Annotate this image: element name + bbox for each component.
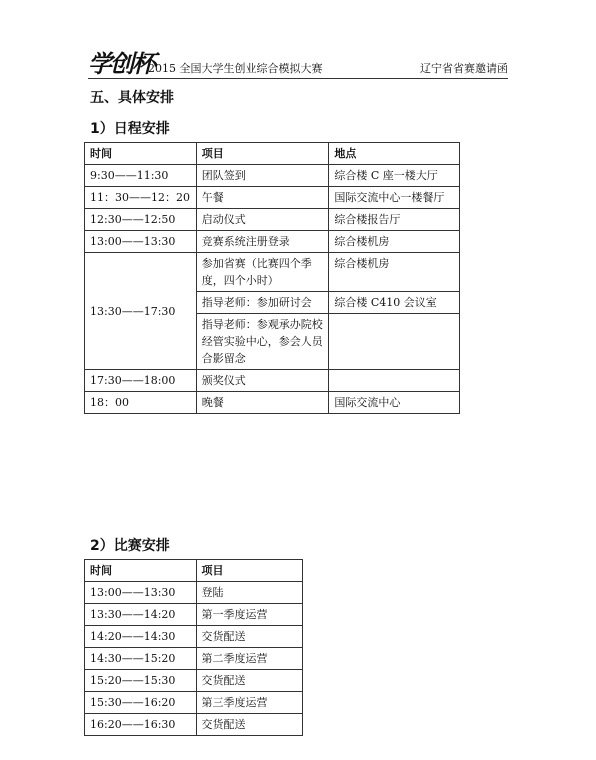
time-cell: 16:20——16:30 xyxy=(85,714,197,736)
item-cell: 晚餐 xyxy=(196,392,329,414)
place-cell: 综合楼机房 xyxy=(329,231,460,253)
column-header: 地点 xyxy=(329,143,460,165)
table-row xyxy=(85,231,460,253)
table-header-row xyxy=(85,560,303,582)
table-row xyxy=(85,714,303,736)
time-cell: 13:30——14:20 xyxy=(85,604,197,626)
table-row xyxy=(85,670,303,692)
item-cell: 指导老师：参加研讨会 xyxy=(196,292,329,314)
schedule-table xyxy=(84,142,460,414)
item-cell: 指导老师：参观承办院校经管实验中心，参会人员合影留念 xyxy=(196,314,329,370)
item-cell: 团队签到 xyxy=(196,165,329,187)
place-cell: 综合楼机房 xyxy=(329,253,460,292)
item-cell: 交货配送 xyxy=(196,670,302,692)
item-cell: 登陆 xyxy=(196,582,302,604)
item-cell: 第三季度运营 xyxy=(196,692,302,714)
section-title: 五、具体安排 xyxy=(90,90,174,106)
time-cell: 12:30——12:50 xyxy=(85,209,197,231)
time-cell: 13:00——13:30 xyxy=(85,231,197,253)
table-row xyxy=(85,692,303,714)
table-row xyxy=(85,253,460,292)
item-cell: 交货配送 xyxy=(196,714,302,736)
time-cell: 15:30——16:20 xyxy=(85,692,197,714)
table-row xyxy=(85,392,460,414)
time-cell: 11：30——12：20 xyxy=(85,187,197,209)
item-cell: 颁奖仪式 xyxy=(196,370,329,392)
column-header: 项目 xyxy=(196,560,302,582)
item-cell: 参加省赛（比赛四个季度，四个小时） xyxy=(196,253,329,292)
table-row xyxy=(85,187,460,209)
time-cell: 15:20——15:30 xyxy=(85,670,197,692)
time-cell: 14:20——14:30 xyxy=(85,626,197,648)
table-row xyxy=(85,370,460,392)
table-row xyxy=(85,209,460,231)
item-cell: 第一季度运营 xyxy=(196,604,302,626)
item-cell: 午餐 xyxy=(196,187,329,209)
time-cell: 18：00 xyxy=(85,392,197,414)
table-row xyxy=(85,626,303,648)
table-row xyxy=(85,165,460,187)
logo: 学创杯 xyxy=(88,49,154,78)
column-header: 时间 xyxy=(85,143,197,165)
time-cell: 17:30——18:00 xyxy=(85,370,197,392)
header-right-title: 辽宁省省赛邀请函 xyxy=(420,62,508,75)
place-cell: 综合楼报告厅 xyxy=(329,209,460,231)
item-cell: 第二季度运营 xyxy=(196,648,302,670)
table-row xyxy=(85,582,303,604)
place-cell: 国际交流中心 xyxy=(329,392,460,414)
competition-title: 2）比赛安排 xyxy=(90,538,170,554)
time-cell: 13:30——17:30 xyxy=(85,253,197,370)
table-header-row xyxy=(85,143,460,165)
table-row xyxy=(85,648,303,670)
place-cell: 综合楼 C410 会议室 xyxy=(329,292,460,314)
item-cell: 交货配送 xyxy=(196,626,302,648)
time-cell: 13:00——13:30 xyxy=(85,582,197,604)
item-cell: 竞赛系统注册登录 xyxy=(196,231,329,253)
column-header: 项目 xyxy=(196,143,329,165)
time-cell: 14:30——15:20 xyxy=(85,648,197,670)
place-cell: 国际交流中心一楼餐厅 xyxy=(329,187,460,209)
competition-table xyxy=(84,559,303,736)
item-cell: 启动仪式 xyxy=(196,209,329,231)
page-header xyxy=(88,44,508,79)
table-row xyxy=(85,604,303,626)
schedule-title: 1）日程安排 xyxy=(90,121,170,137)
place-cell: 综合楼 C 座一楼大厅 xyxy=(329,165,460,187)
place-cell xyxy=(329,370,460,392)
column-header: 时间 xyxy=(85,560,197,582)
time-cell: 9:30——11:30 xyxy=(85,165,197,187)
header-title: 2015 全国大学生创业综合模拟大赛 xyxy=(148,62,323,75)
place-cell xyxy=(329,314,460,370)
